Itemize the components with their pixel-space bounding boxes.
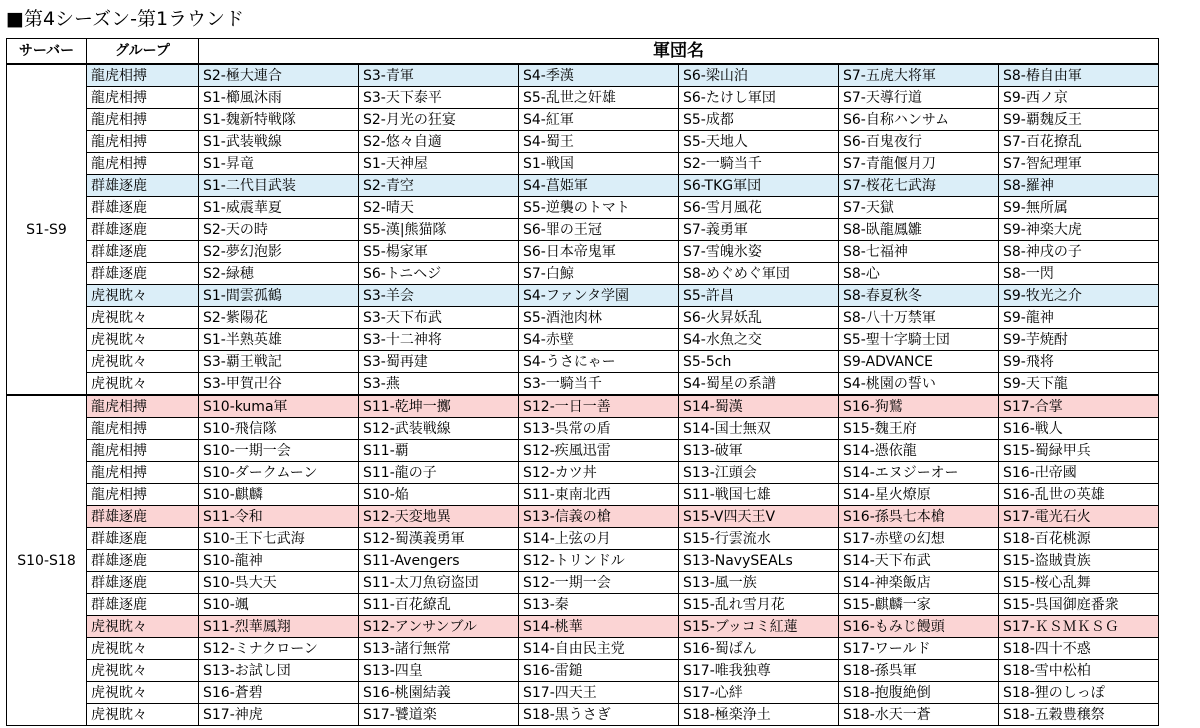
team-cell: S13-風一族 bbox=[679, 572, 839, 594]
team-cell: S8-一閃 bbox=[999, 263, 1159, 285]
group-cell: 群雄逐鹿 bbox=[87, 550, 199, 572]
table-row bbox=[7, 506, 1159, 528]
team-cell: S13-お試し団 bbox=[199, 660, 359, 682]
team-cell: S8-八十万禁軍 bbox=[839, 307, 999, 329]
team-cell: S17-合掌 bbox=[999, 395, 1159, 418]
group-cell: 龍虎相搏 bbox=[87, 64, 199, 87]
team-cell: S13-破軍 bbox=[679, 440, 839, 462]
team-cell: S12-トリンドル bbox=[519, 550, 679, 572]
team-cell: S7-智紀理軍 bbox=[999, 153, 1159, 175]
table-row bbox=[7, 219, 1159, 241]
table-row bbox=[7, 351, 1159, 373]
team-cell: S8-七福神 bbox=[839, 241, 999, 263]
team-cell: S11-百花繚乱 bbox=[359, 594, 519, 616]
team-cell: S2-夢幻泡影 bbox=[199, 241, 359, 263]
team-cell: S9-龍神 bbox=[999, 307, 1159, 329]
team-cell: S15-呉国御庭番衆 bbox=[999, 594, 1159, 616]
team-cell: S11-Avengers bbox=[359, 550, 519, 572]
team-cell: S8-神戌の子 bbox=[999, 241, 1159, 263]
team-cell: S3-甲賀卍谷 bbox=[199, 373, 359, 396]
table-row bbox=[7, 440, 1159, 462]
team-cell: S18-狸のしっぽ bbox=[999, 682, 1159, 704]
table-row bbox=[7, 285, 1159, 307]
team-cell: S3-羊会 bbox=[359, 285, 519, 307]
team-cell: S3-青軍 bbox=[359, 64, 519, 87]
team-cell: S1-櫛風沐雨 bbox=[199, 87, 359, 109]
team-cell: S11-覇 bbox=[359, 440, 519, 462]
team-cell: S4-桃園の誓い bbox=[839, 373, 999, 396]
team-cell: S18-抱腹絶倒 bbox=[839, 682, 999, 704]
team-cell: S14-エヌジーオー bbox=[839, 462, 999, 484]
team-cell: S15-乱れ雪月花 bbox=[679, 594, 839, 616]
table-row bbox=[7, 153, 1159, 175]
team-cell: S10-一期一会 bbox=[199, 440, 359, 462]
group-cell: 群雄逐鹿 bbox=[87, 241, 199, 263]
team-cell: S9-飛将 bbox=[999, 351, 1159, 373]
group-cell: 群雄逐鹿 bbox=[87, 528, 199, 550]
team-cell: S14-桃華 bbox=[519, 616, 679, 638]
team-cell: S17-ＫＳＭＫＳＧ bbox=[999, 616, 1159, 638]
team-cell: S6-梁山泊 bbox=[679, 64, 839, 87]
team-cell: S13-秦 bbox=[519, 594, 679, 616]
team-cell: S6-日本帝鬼軍 bbox=[519, 241, 679, 263]
team-cell: S4-蜀王 bbox=[519, 131, 679, 153]
team-cell: S5-乱世之奸雄 bbox=[519, 87, 679, 109]
team-cell: S18-四十不惑 bbox=[999, 638, 1159, 660]
team-cell: S12-武装戦線 bbox=[359, 418, 519, 440]
team-cell: S2-緑穂 bbox=[199, 263, 359, 285]
table-row bbox=[7, 395, 1159, 418]
team-cell: S10-飛信隊 bbox=[199, 418, 359, 440]
team-cell: S1-魏新特戦隊 bbox=[199, 109, 359, 131]
team-cell: S1-半熟英雄 bbox=[199, 329, 359, 351]
team-cell: S18-黒うさぎ bbox=[519, 704, 679, 726]
team-cell: S6-雪月風花 bbox=[679, 197, 839, 219]
team-cell: S1-戦国 bbox=[519, 153, 679, 175]
team-cell: S8-羅神 bbox=[999, 175, 1159, 197]
team-cell: S7-五虎大将軍 bbox=[839, 64, 999, 87]
group-cell: 龍虎相搏 bbox=[87, 418, 199, 440]
team-cell: S12-アンサンブル bbox=[359, 616, 519, 638]
group-cell: 虎視眈々 bbox=[87, 285, 199, 307]
team-cell: S15-盗賊貴族 bbox=[999, 550, 1159, 572]
table-row bbox=[7, 307, 1159, 329]
group-cell: 群雄逐鹿 bbox=[87, 506, 199, 528]
team-cell: S4-季漢 bbox=[519, 64, 679, 87]
team-cell: S7-天獄 bbox=[839, 197, 999, 219]
table-row bbox=[7, 263, 1159, 285]
team-cell: S11-龍の子 bbox=[359, 462, 519, 484]
team-cell: S4-水魚之交 bbox=[679, 329, 839, 351]
table-row bbox=[7, 109, 1159, 131]
table-row bbox=[7, 131, 1159, 153]
team-cell: S18-水天一蒼 bbox=[839, 704, 999, 726]
team-cell: S10-王下七武海 bbox=[199, 528, 359, 550]
group-cell: 虎視眈々 bbox=[87, 307, 199, 329]
header-teams: 軍団名 bbox=[199, 39, 1159, 65]
team-cell: S14-上弦の月 bbox=[519, 528, 679, 550]
team-cell: S17-饕道楽 bbox=[359, 704, 519, 726]
group-cell: 龍虎相搏 bbox=[87, 440, 199, 462]
team-cell: S4-ファンタ学園 bbox=[519, 285, 679, 307]
team-cell: S6-百鬼夜行 bbox=[839, 131, 999, 153]
team-cell: S14-憑依龍 bbox=[839, 440, 999, 462]
team-cell: S9-西ノ京 bbox=[999, 87, 1159, 109]
team-cell: S4-蜀星の系譜 bbox=[679, 373, 839, 396]
team-cell: S10-颯 bbox=[199, 594, 359, 616]
round-table bbox=[6, 38, 1159, 726]
table-row bbox=[7, 682, 1159, 704]
team-cell: S14-自由民主党 bbox=[519, 638, 679, 660]
team-cell: S5-許昌 bbox=[679, 285, 839, 307]
team-cell: S11-烈華鳳翔 bbox=[199, 616, 359, 638]
team-cell: S2-悠々自適 bbox=[359, 131, 519, 153]
group-cell: 虎視眈々 bbox=[87, 616, 199, 638]
team-cell: S13-諸行無常 bbox=[359, 638, 519, 660]
team-cell: S8-春夏秋冬 bbox=[839, 285, 999, 307]
team-cell: S3-蜀再建 bbox=[359, 351, 519, 373]
server-cell: S1-S9 bbox=[7, 64, 87, 395]
team-cell: S12-疾風迅雷 bbox=[519, 440, 679, 462]
table-row bbox=[7, 550, 1159, 572]
team-cell: S12-ミナクローン bbox=[199, 638, 359, 660]
team-cell: S4-紅軍 bbox=[519, 109, 679, 131]
table-row bbox=[7, 484, 1159, 506]
team-cell: S16-狗鷲 bbox=[839, 395, 999, 418]
table-row bbox=[7, 462, 1159, 484]
team-cell: S10-ダークムーン bbox=[199, 462, 359, 484]
team-cell: S10-麒麟 bbox=[199, 484, 359, 506]
team-cell: S3-一騎当千 bbox=[519, 373, 679, 396]
team-cell: S1-間雲孤鶴 bbox=[199, 285, 359, 307]
table-row bbox=[7, 572, 1159, 594]
team-cell: S18-雪中松柏 bbox=[999, 660, 1159, 682]
team-cell: S15-V四天王V bbox=[679, 506, 839, 528]
team-cell: S5-酒池肉林 bbox=[519, 307, 679, 329]
group-cell: 虎視眈々 bbox=[87, 660, 199, 682]
group-cell: 龍虎相搏 bbox=[87, 109, 199, 131]
table-row bbox=[7, 528, 1159, 550]
team-cell: S6-トニヘジ bbox=[359, 263, 519, 285]
team-cell: S12-カツ丼 bbox=[519, 462, 679, 484]
team-cell: S16-雷鎚 bbox=[519, 660, 679, 682]
team-cell: S8-めぐめぐ軍団 bbox=[679, 263, 839, 285]
team-cell: S1-威震華夏 bbox=[199, 197, 359, 219]
group-cell: 群雄逐鹿 bbox=[87, 263, 199, 285]
team-cell: S1-武装戦線 bbox=[199, 131, 359, 153]
table-row bbox=[7, 616, 1159, 638]
group-cell: 虎視眈々 bbox=[87, 373, 199, 396]
team-cell: S15-麒麟一家 bbox=[839, 594, 999, 616]
team-cell: S8-心 bbox=[839, 263, 999, 285]
table-row bbox=[7, 329, 1159, 351]
team-cell: S2-紫陽花 bbox=[199, 307, 359, 329]
table-row bbox=[7, 373, 1159, 396]
team-cell: S15-行雲流水 bbox=[679, 528, 839, 550]
group-cell: 龍虎相搏 bbox=[87, 484, 199, 506]
group-cell: 龍虎相搏 bbox=[87, 131, 199, 153]
header-group: グループ bbox=[87, 39, 199, 65]
table-row bbox=[7, 241, 1159, 263]
team-cell: S11-令和 bbox=[199, 506, 359, 528]
group-cell: 群雄逐鹿 bbox=[87, 594, 199, 616]
team-cell: S15-ブッコミ紅蓮 bbox=[679, 616, 839, 638]
group-cell: 龍虎相搏 bbox=[87, 462, 199, 484]
team-cell: S5-漢|熊猫隊 bbox=[359, 219, 519, 241]
team-cell: S2-青空 bbox=[359, 175, 519, 197]
team-cell: S2-天の時 bbox=[199, 219, 359, 241]
team-cell: S1-二代目武装 bbox=[199, 175, 359, 197]
team-cell: S13-NavySEALs bbox=[679, 550, 839, 572]
team-cell: S17-電光石火 bbox=[999, 506, 1159, 528]
table-row bbox=[7, 64, 1159, 87]
team-cell: S5-5ch bbox=[679, 351, 839, 373]
team-cell: S16-蒼碧 bbox=[199, 682, 359, 704]
team-cell: S16-孫呉七本槍 bbox=[839, 506, 999, 528]
group-cell: 虎視眈々 bbox=[87, 329, 199, 351]
group-cell: 龍虎相搏 bbox=[87, 395, 199, 418]
team-cell: S14-国士無双 bbox=[679, 418, 839, 440]
team-cell: S7-百花撩乱 bbox=[999, 131, 1159, 153]
team-cell: S14-天下布武 bbox=[839, 550, 999, 572]
header-row bbox=[7, 39, 1159, 65]
group-cell: 龍虎相搏 bbox=[87, 87, 199, 109]
team-cell: S16-乱世の英雄 bbox=[999, 484, 1159, 506]
team-cell: S4-赤壁 bbox=[519, 329, 679, 351]
team-cell: S14-蜀漢 bbox=[679, 395, 839, 418]
team-cell: S12-天変地異 bbox=[359, 506, 519, 528]
team-cell: S18-孫呉軍 bbox=[839, 660, 999, 682]
team-cell: S11-東南北西 bbox=[519, 484, 679, 506]
team-cell: S11-乾坤一擲 bbox=[359, 395, 519, 418]
team-cell: S13-呉常の盾 bbox=[519, 418, 679, 440]
team-cell: S7-桜花七武海 bbox=[839, 175, 999, 197]
team-cell: S7-雪魄氷姿 bbox=[679, 241, 839, 263]
team-cell: S5-天地人 bbox=[679, 131, 839, 153]
table-body bbox=[7, 64, 1159, 726]
group-cell: 虎視眈々 bbox=[87, 704, 199, 726]
team-cell: S13-四皇 bbox=[359, 660, 519, 682]
table-row bbox=[7, 87, 1159, 109]
team-cell: S17-神虎 bbox=[199, 704, 359, 726]
team-cell: S14-神楽飯店 bbox=[839, 572, 999, 594]
team-cell: S9-覇魏反王 bbox=[999, 109, 1159, 131]
team-cell: S5-聖十字騎士団 bbox=[839, 329, 999, 351]
team-cell: S13-江頭会 bbox=[679, 462, 839, 484]
team-cell: S3-十二神将 bbox=[359, 329, 519, 351]
team-cell: S3-天下布武 bbox=[359, 307, 519, 329]
team-cell: S15-蜀緑甲兵 bbox=[999, 440, 1159, 462]
group-cell: 虎視眈々 bbox=[87, 638, 199, 660]
group-cell: 群雄逐鹿 bbox=[87, 572, 199, 594]
team-cell: S13-信義の槍 bbox=[519, 506, 679, 528]
team-cell: S5-逆襲のトマト bbox=[519, 197, 679, 219]
team-cell: S3-覇王戦記 bbox=[199, 351, 359, 373]
team-cell: S16-蜀ぱん bbox=[679, 638, 839, 660]
group-cell: 龍虎相搏 bbox=[87, 153, 199, 175]
team-cell: S6-罪の王冠 bbox=[519, 219, 679, 241]
team-cell: S9-無所属 bbox=[999, 197, 1159, 219]
group-cell: 群雄逐鹿 bbox=[87, 175, 199, 197]
team-cell: S12-蜀漢義勇軍 bbox=[359, 528, 519, 550]
team-cell: S4-うさにゃー bbox=[519, 351, 679, 373]
team-cell: S3-燕 bbox=[359, 373, 519, 396]
server-cell: S10-S18 bbox=[7, 395, 87, 726]
team-cell: S12-一日一善 bbox=[519, 395, 679, 418]
team-cell: S6-TKG軍団 bbox=[679, 175, 839, 197]
team-cell: S16-桃園結義 bbox=[359, 682, 519, 704]
team-cell: S17-四天王 bbox=[519, 682, 679, 704]
team-cell: S6-火昇妖乱 bbox=[679, 307, 839, 329]
team-cell: S12-一期一会 bbox=[519, 572, 679, 594]
team-cell: S1-昇竜 bbox=[199, 153, 359, 175]
team-cell: S9-神楽大虎 bbox=[999, 219, 1159, 241]
table-row bbox=[7, 594, 1159, 616]
team-cell: S16-もみじ饅頭 bbox=[839, 616, 999, 638]
team-cell: S6-自称ハンサム bbox=[839, 109, 999, 131]
table-row bbox=[7, 638, 1159, 660]
team-cell: S9-天下龍 bbox=[999, 373, 1159, 396]
team-cell: S7-天導行道 bbox=[839, 87, 999, 109]
team-cell: S18-極楽浄土 bbox=[679, 704, 839, 726]
team-cell: S15-桜心乱舞 bbox=[999, 572, 1159, 594]
team-cell: S7-青龍偃月刀 bbox=[839, 153, 999, 175]
team-cell: S8-椿自由軍 bbox=[999, 64, 1159, 87]
team-cell: S10-kuma軍 bbox=[199, 395, 359, 418]
table-row bbox=[7, 175, 1159, 197]
team-cell: S11-太刀魚窃盗団 bbox=[359, 572, 519, 594]
group-cell: 虎視眈々 bbox=[87, 351, 199, 373]
team-cell: S9-芋焼酎 bbox=[999, 329, 1159, 351]
team-cell: S5-楊家軍 bbox=[359, 241, 519, 263]
team-cell: S9-牧光之介 bbox=[999, 285, 1159, 307]
table-row bbox=[7, 418, 1159, 440]
team-cell: S10-龍神 bbox=[199, 550, 359, 572]
team-cell: S2-月光の狂宴 bbox=[359, 109, 519, 131]
group-cell: 虎視眈々 bbox=[87, 682, 199, 704]
team-cell: S17-赤壁の幻想 bbox=[839, 528, 999, 550]
team-cell: S14-星火燎原 bbox=[839, 484, 999, 506]
group-cell: 群雄逐鹿 bbox=[87, 197, 199, 219]
team-cell: S17-心絆 bbox=[679, 682, 839, 704]
team-cell: S15-魏王府 bbox=[839, 418, 999, 440]
group-cell: 群雄逐鹿 bbox=[87, 219, 199, 241]
team-cell: S18-百花桃源 bbox=[999, 528, 1159, 550]
team-cell: S9-ADVANCE bbox=[839, 351, 999, 373]
page-title: ■第4シーズン-第1ラウンド bbox=[6, 8, 245, 30]
team-cell: S16-卍帝國 bbox=[999, 462, 1159, 484]
team-cell: S8-臥龍鳳雛 bbox=[839, 219, 999, 241]
team-cell: S17-ワールド bbox=[839, 638, 999, 660]
team-cell: S10-呉大天 bbox=[199, 572, 359, 594]
team-cell: S4-菖姫軍 bbox=[519, 175, 679, 197]
header-server: サーバー bbox=[7, 39, 87, 65]
team-cell: S6-たけし軍団 bbox=[679, 87, 839, 109]
table-row bbox=[7, 660, 1159, 682]
team-cell: S5-成都 bbox=[679, 109, 839, 131]
team-cell: S16-戦人 bbox=[999, 418, 1159, 440]
team-cell: S7-白鯨 bbox=[519, 263, 679, 285]
team-cell: S3-天下泰平 bbox=[359, 87, 519, 109]
team-cell: S1-天神屋 bbox=[359, 153, 519, 175]
team-cell: S17-唯我独尊 bbox=[679, 660, 839, 682]
team-cell: S11-戦国七雄 bbox=[679, 484, 839, 506]
team-cell: S2-極大連合 bbox=[199, 64, 359, 87]
team-cell: S2-一騎当千 bbox=[679, 153, 839, 175]
team-cell: S10-焔 bbox=[359, 484, 519, 506]
table-row bbox=[7, 704, 1159, 726]
table-row bbox=[7, 197, 1159, 219]
team-cell: S2-晴天 bbox=[359, 197, 519, 219]
team-cell: S18-五穀豊穣祭 bbox=[999, 704, 1159, 726]
team-cell: S7-義勇軍 bbox=[679, 219, 839, 241]
